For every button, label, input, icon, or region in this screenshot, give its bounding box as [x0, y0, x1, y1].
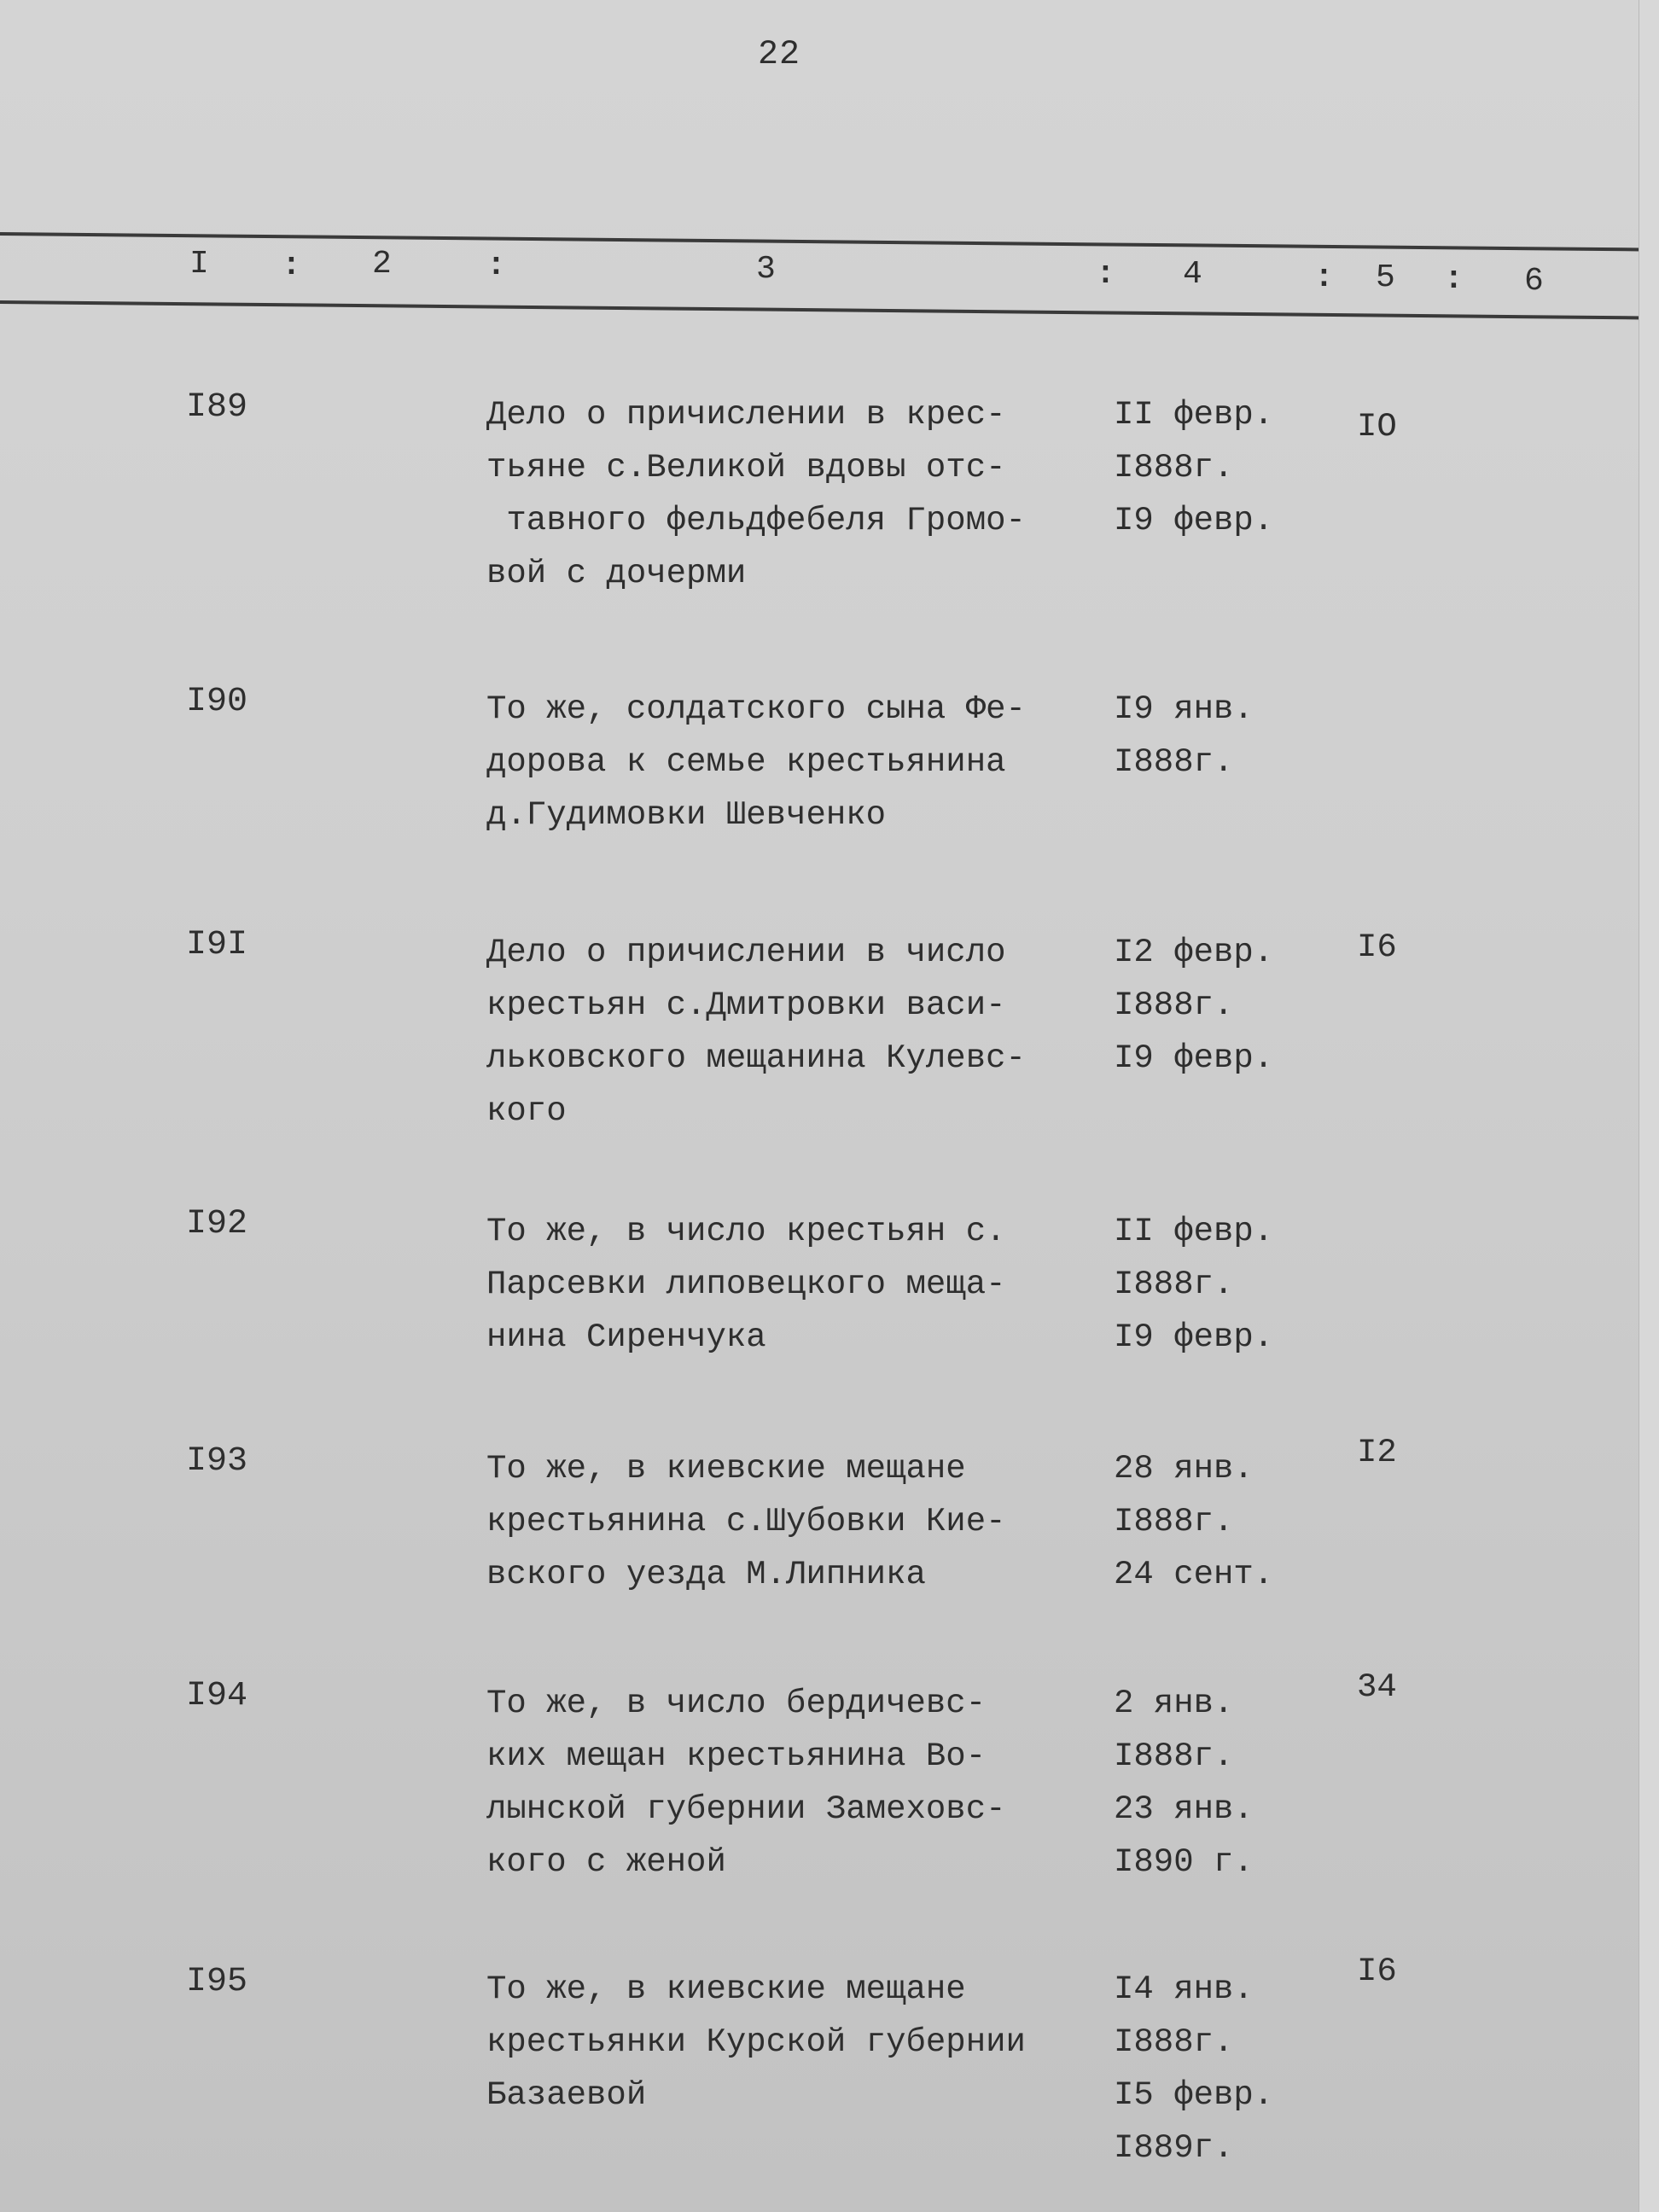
record-dates: [1114, 1963, 1273, 2174]
date-line: I9 янв.: [1114, 690, 1254, 728]
record-number: I93: [186, 1442, 248, 1481]
description-line: ких мещан крестьянина Во-: [486, 1738, 987, 1775]
description-line: То же, в киевские мещане: [486, 1450, 966, 1487]
sheet-count: I6: [1357, 1953, 1397, 1990]
record-dates: [1114, 926, 1273, 1085]
date-line: 28 янв.: [1114, 1450, 1254, 1487]
sheet-count: IO: [1357, 408, 1397, 445]
date-line: I888г.: [1114, 987, 1234, 1024]
record-number: I94: [186, 1677, 248, 1715]
description-line: лынской губернии Замеховс-: [486, 1790, 1006, 1828]
description-line: д.Гудимовки Шевченко: [486, 796, 887, 834]
record-dates: [1114, 1677, 1254, 1889]
description-line: То же, в число бердичевс-: [486, 1685, 987, 1722]
record-dates: [1114, 1442, 1273, 1601]
date-line: 23 янв.: [1114, 1790, 1254, 1828]
header-top-rule: [0, 232, 1642, 251]
date-line: I888г.: [1114, 1738, 1234, 1775]
description-line: То же, в киевские мещане: [486, 1970, 966, 2008]
description-line: То же, в число крестьян с.: [486, 1213, 1006, 1250]
page-number: 22: [758, 36, 801, 74]
description-line: крестьян с.Дмитровки васи-: [486, 987, 1006, 1024]
record-dates: [1114, 388, 1273, 547]
description-line: Дело о причислении в число: [486, 934, 1006, 971]
description-line: крестьянина с.Шубовки Кие-: [486, 1503, 1006, 1540]
date-line: 24 сент.: [1114, 1556, 1274, 1593]
description-line: крестьянки Курской губернии: [486, 2023, 1026, 2061]
record-number: I9I: [186, 926, 248, 964]
date-line: I888г.: [1114, 1503, 1234, 1540]
record-number: I89: [186, 388, 248, 427]
sheet-count: 34: [1357, 1668, 1397, 1706]
column-header-2: 2: [372, 246, 392, 282]
description-line: Базаевой: [486, 2076, 647, 2114]
column-header-6: 6: [1524, 263, 1544, 300]
record-description: [486, 1677, 1006, 1889]
record-number: I90: [186, 683, 248, 721]
date-line: I9 февр.: [1114, 1318, 1274, 1356]
column-header-4: 4: [1183, 256, 1202, 293]
record-description: [486, 926, 1026, 1138]
date-line: II февр.: [1114, 1213, 1274, 1250]
description-line: вой с дочерми: [486, 555, 747, 592]
date-line: I888г.: [1114, 2023, 1234, 2061]
date-line: I4 янв.: [1114, 1970, 1254, 2008]
sheet-count: I2: [1357, 1434, 1397, 1471]
column-header-1: I: [189, 246, 209, 282]
date-line: I888г.: [1114, 1266, 1234, 1303]
column-separator: :: [282, 247, 301, 284]
description-line: вского уезда М.Липника: [486, 1556, 926, 1593]
sheet-count: I6: [1357, 928, 1397, 966]
description-line: нина Сиренчука: [486, 1318, 766, 1356]
description-line: То же, солдатского сына Фе-: [486, 690, 1026, 728]
date-line: II февр.: [1114, 396, 1274, 434]
description-line: льковского мещанина Кулевс-: [486, 1039, 1026, 1077]
date-line: I9 февр.: [1114, 1039, 1274, 1077]
description-line: тьяне с.Великой вдовы отс-: [486, 449, 1006, 486]
record-description: [486, 1442, 1006, 1601]
page-edge: [1639, 0, 1659, 2212]
record-description: [486, 1963, 1026, 2122]
record-number: I92: [186, 1205, 248, 1243]
description-line: тавного фельдфебеля Громо-: [486, 502, 1026, 539]
record-description: [486, 683, 1026, 841]
record-description: [486, 1205, 1006, 1364]
date-line: I5 февр.: [1114, 2076, 1274, 2114]
column-header-5: 5: [1376, 259, 1395, 296]
date-line: I9 февр.: [1114, 502, 1274, 539]
date-line: I888г.: [1114, 449, 1234, 486]
date-line: I888г.: [1114, 743, 1234, 781]
date-line: I890 г.: [1114, 1843, 1254, 1881]
record-dates: [1114, 683, 1254, 789]
column-separator: :: [1314, 259, 1334, 296]
description-line: Парсевки липовецкого меща-: [486, 1266, 1006, 1303]
column-separator: :: [1444, 261, 1464, 298]
record-number: I95: [186, 1963, 248, 2001]
record-dates: [1114, 1205, 1273, 1364]
record-description: [486, 388, 1026, 600]
description-line: дорова к семье крестьянина: [486, 743, 1006, 781]
date-line: I2 февр.: [1114, 934, 1274, 971]
header-bottom-rule: [0, 300, 1642, 319]
date-line: 2 янв.: [1114, 1685, 1234, 1722]
description-line: кого: [486, 1092, 567, 1130]
date-line: I889г.: [1114, 2129, 1234, 2167]
description-line: Дело о причислении в крес-: [486, 396, 1006, 434]
column-separator: :: [486, 247, 506, 284]
column-header-3: 3: [756, 251, 776, 288]
column-separator: :: [1096, 256, 1115, 293]
description-line: кого с женой: [486, 1843, 726, 1881]
